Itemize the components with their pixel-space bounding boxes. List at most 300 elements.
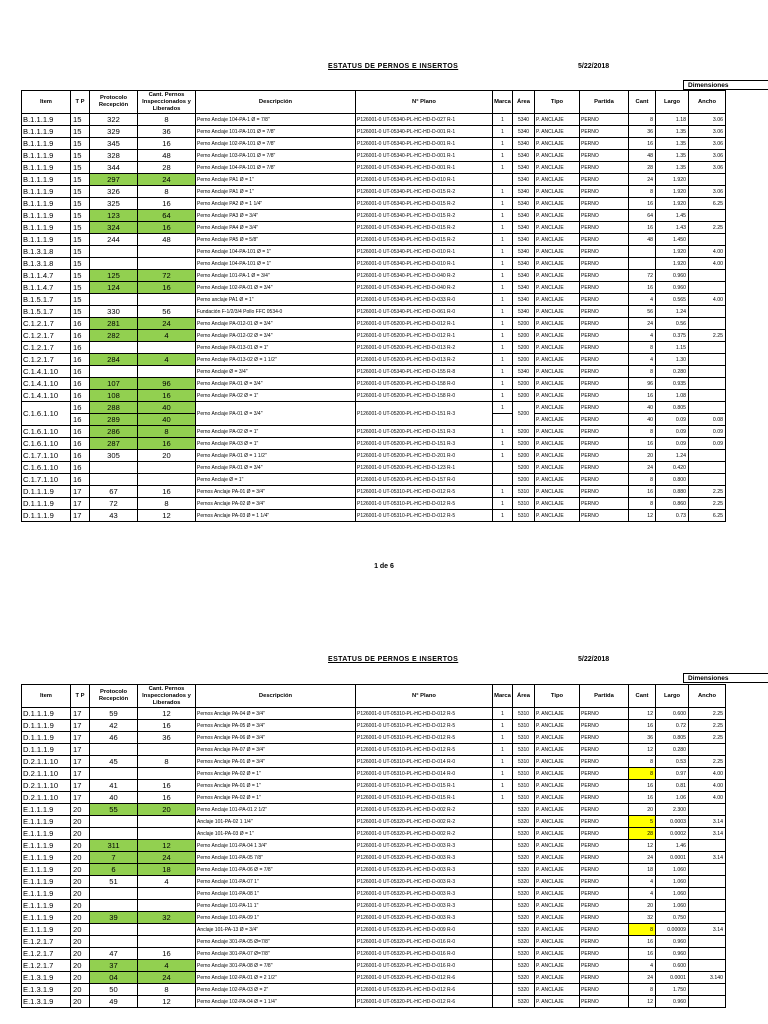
table-row (22, 498, 726, 510)
cell-tp: 16 (71, 378, 90, 390)
cell-protocol: 287 (90, 438, 138, 450)
cell-tp: 20 (71, 960, 90, 972)
cell-mark: 1 (493, 258, 513, 270)
cell-type: P. ANCLAJE (535, 486, 580, 498)
cell-description: Perno Anclaje 301-PA-07 Ø=7/8" (196, 948, 356, 960)
table-row (22, 306, 726, 318)
cell-inspected (138, 474, 196, 486)
cell-tp: 16 (71, 330, 90, 342)
cell-type: P. ANCLAJE (535, 888, 580, 900)
cell-item-type: PERNO (580, 294, 629, 306)
cell-plan-number: P126001-0 UT-05200-PL-HC-HD-D-158 R-0 (356, 378, 493, 390)
cell-protocol: 41 (90, 780, 138, 792)
cell-description: Perno Anclaje PA5 Ø = 5/8" (196, 234, 356, 246)
cell-length: 1.750 (656, 984, 689, 996)
cell-type: P. ANCLAJE (535, 258, 580, 270)
table-row (22, 318, 726, 330)
cell-plan-number: P126001-0 UT-05320-PL-HC-HD-D-002 R-2 (356, 828, 493, 840)
cell-qty: 48 (629, 234, 656, 246)
cell-description: Perno Anclaje 103-PA-101 Ø = 7/8" (196, 150, 356, 162)
cell-item: E.1.3.1.9 (22, 996, 71, 1008)
cell-inspected: 8 (138, 186, 196, 198)
cell-area: 5310 (513, 768, 535, 780)
cell-length: 1.450 (656, 234, 689, 246)
cell-plan-number: P126001-0 UT-05320-PL-HC-HD-D-003 R-3 (356, 900, 493, 912)
cell-inspected: 4 (138, 330, 196, 342)
cell-item-type: PERNO (580, 474, 629, 486)
cell-width: 4.00 (689, 294, 726, 306)
cell-description: Perno Anclaje Ø = 1" (196, 474, 356, 486)
cell-width (689, 474, 726, 486)
cell-mark: 1 (493, 780, 513, 792)
cell-plan-number: P126001-0 UT-05320-PL-HC-HD-D-003 R-3 (356, 852, 493, 864)
cell-description: Perno Anclaje 101-PA-01 2 1/2" (196, 804, 356, 816)
cell-qty: 40 (629, 402, 656, 414)
cell-area: 5200 (513, 402, 535, 426)
table-header-row (22, 685, 726, 708)
cell-protocol (90, 816, 138, 828)
header-width: Ancho (689, 91, 726, 114)
cell-item: E.1.1.1.9 (22, 888, 71, 900)
cell-area: 5320 (513, 888, 535, 900)
cell-qty: 40 (629, 414, 656, 426)
cell-length: 1.920 (656, 246, 689, 258)
cell-protocol (90, 900, 138, 912)
cell-width: 3.14 (689, 816, 726, 828)
cell-width: 2.25 (689, 486, 726, 498)
cell-length: 1.24 (656, 450, 689, 462)
cell-inspected: 64 (138, 210, 196, 222)
table-row (22, 486, 726, 498)
cell-item: D.2.1.1.10 (22, 768, 71, 780)
table-row (22, 888, 726, 900)
cell-description: Perno Anclaje PA2 Ø = 1 1/4" (196, 198, 356, 210)
cell-description: Perno Anclaje 104-PA-101 Ø = 1" (196, 246, 356, 258)
cell-description: Perno Anclaje 102-PA-01 Ø = 2 1/2" (196, 972, 356, 984)
cell-item: E.1.1.1.9 (22, 828, 71, 840)
table-row (22, 378, 726, 390)
cell-length: 0.800 (656, 474, 689, 486)
cell-type: P. ANCLAJE (535, 198, 580, 210)
table-row (22, 438, 726, 450)
table-row (22, 186, 726, 198)
cell-width: 3.14 (689, 924, 726, 936)
cell-length: 1.24 (656, 306, 689, 318)
cell-type: P. ANCLAJE (535, 984, 580, 996)
cell-length: 0.805 (656, 732, 689, 744)
cell-item-type: PERNO (580, 438, 629, 450)
table-row (22, 162, 726, 174)
cell-width (689, 960, 726, 972)
cell-area: 5320 (513, 828, 535, 840)
cell-description: Perno Anclaje PA1 Ø = 1" (196, 186, 356, 198)
cell-plan-number: P126001-0 UT-05340-PL-HC-HD-D-015 R-2 (356, 198, 493, 210)
cell-width: 3.14 (689, 852, 726, 864)
cell-qty: 8 (629, 474, 656, 486)
cell-length: 1.08 (656, 390, 689, 402)
cell-type: P. ANCLAJE (535, 378, 580, 390)
cell-inspected (138, 744, 196, 756)
cell-item: D.2.1.1.10 (22, 792, 71, 804)
cell-tp: 16 (71, 474, 90, 486)
cell-area: 5200 (513, 462, 535, 474)
cell-type: P. ANCLAJE (535, 972, 580, 984)
cell-length: 1.15 (656, 342, 689, 354)
cell-qty: 24 (629, 972, 656, 984)
cell-mark (493, 900, 513, 912)
cell-mark: 1 (493, 162, 513, 174)
cell-area: 5310 (513, 732, 535, 744)
cell-width (689, 864, 726, 876)
cell-plan-number: P126001-0 UT-05200-PL-HC-HD-D-013 R-2 (356, 354, 493, 366)
cell-protocol: 286 (90, 426, 138, 438)
header-type: Tipo (535, 685, 580, 708)
header-item: Item (22, 685, 71, 708)
cell-area: 5340 (513, 258, 535, 270)
cell-protocol: 43 (90, 510, 138, 522)
cell-item-type: PERNO (580, 912, 629, 924)
cell-description: Perno Anclaje 102-PA-01 Ø = 3/4" (196, 282, 356, 294)
cell-width: 3.06 (689, 186, 726, 198)
table-row (22, 210, 726, 222)
cell-type: P. ANCLAJE (535, 708, 580, 720)
cell-description: Perno Anclaje PA-01 Ø = 1 1/2" (196, 450, 356, 462)
table-row (22, 792, 726, 804)
cell-protocol: 6 (90, 864, 138, 876)
cell-inspected: 16 (138, 780, 196, 792)
cell-type: P. ANCLAJE (535, 222, 580, 234)
cell-area: 5340 (513, 126, 535, 138)
cell-plan-number: P126001-0 UT-05200-PL-HC-HD-D-123 R-1 (356, 462, 493, 474)
header-protocol: Protocolo Recepción (90, 91, 138, 114)
cell-length: 0.53 (656, 756, 689, 768)
cell-type: P. ANCLAJE (535, 876, 580, 888)
cell-item: D.1.1.1.9 (22, 486, 71, 498)
cell-qty: 28 (629, 162, 656, 174)
table-row (22, 948, 726, 960)
cell-description: Pernos Anclaje PA-01 Ø = 3/4" (196, 486, 356, 498)
cell-type: P. ANCLAJE (535, 126, 580, 138)
cell-qty: 16 (629, 792, 656, 804)
cell-item: B.1.1.1.9 (22, 198, 71, 210)
cell-inspected: 16 (138, 282, 196, 294)
header-description: Descripción (196, 91, 356, 114)
cell-width (689, 282, 726, 294)
cell-qty: 56 (629, 306, 656, 318)
cell-item: C.1.7.1.10 (22, 474, 71, 486)
cell-mark: 1 (493, 438, 513, 450)
cell-length: 0.750 (656, 912, 689, 924)
cell-qty: 8 (629, 114, 656, 126)
cell-type: P. ANCLAJE (535, 318, 580, 330)
cell-inspected (138, 816, 196, 828)
cell-length: 0.0001 (656, 972, 689, 984)
table-row (22, 282, 726, 294)
cell-description: Perno Anclaje 104-PA-101 Ø = 7/8" (196, 162, 356, 174)
cell-item-type: PERNO (580, 720, 629, 732)
page-number: 1 de 6 (374, 563, 394, 570)
cell-inspected: 24 (138, 852, 196, 864)
cell-description: Perno Anclaje PA4 Ø = 3/4" (196, 222, 356, 234)
cell-item-type: PERNO (580, 756, 629, 768)
cell-inspected (138, 366, 196, 378)
cell-type: P. ANCLAJE (535, 816, 580, 828)
cell-mark (493, 912, 513, 924)
cell-tp: 20 (71, 828, 90, 840)
cell-length: 0.565 (656, 294, 689, 306)
cell-inspected: 36 (138, 732, 196, 744)
cell-tp: 16 (71, 390, 90, 402)
cell-protocol (90, 366, 138, 378)
cell-item-type: PERNO (580, 366, 629, 378)
cell-inspected: 16 (138, 198, 196, 210)
table-row (22, 234, 726, 246)
cell-type: P. ANCLAJE (535, 114, 580, 126)
cell-protocol (90, 828, 138, 840)
cell-protocol (90, 888, 138, 900)
cell-width (689, 402, 726, 414)
cell-item: D.1.1.1.9 (22, 708, 71, 720)
cell-length: 1.920 (656, 258, 689, 270)
cell-area: 5340 (513, 282, 535, 294)
cell-item: C.1.2.1.7 (22, 330, 71, 342)
cell-area: 5340 (513, 270, 535, 282)
cell-description: Pernos Anclaje PA-03 Ø = 1 1/4" (196, 510, 356, 522)
cell-tp: 17 (71, 780, 90, 792)
cell-length: 1.060 (656, 900, 689, 912)
cell-item-type: PERNO (580, 792, 629, 804)
cell-length: 0.420 (656, 462, 689, 474)
cell-type: P. ANCLAJE (535, 426, 580, 438)
cell-plan-number: P126001-0 UT-05340-PL-HC-HD-D-040 R-2 (356, 282, 493, 294)
table-row (22, 864, 726, 876)
cell-mark: 1 (493, 126, 513, 138)
header-inspected: Cant. Pernos Inspeccionados y Liberados (138, 91, 196, 114)
cell-protocol: 49 (90, 996, 138, 1008)
cell-length: 0.805 (656, 402, 689, 414)
cell-description: Pernos Anclaje PA-01 Ø = 1" (196, 780, 356, 792)
cell-mark: 1 (493, 792, 513, 804)
cell-area: 5340 (513, 114, 535, 126)
cell-item: B.1.5.1.7 (22, 306, 71, 318)
cell-item-type: PERNO (580, 126, 629, 138)
cell-item-type: PERNO (580, 708, 629, 720)
cell-plan-number: P126001-0 UT-05200-PL-HC-HD-D-151 R-3 (356, 402, 493, 426)
cell-length: 0.0001 (656, 852, 689, 864)
cell-mark: 1 (493, 450, 513, 462)
cell-area: 5320 (513, 852, 535, 864)
cell-width: 4.00 (689, 258, 726, 270)
cell-type: P. ANCLAJE (535, 732, 580, 744)
cell-protocol (90, 924, 138, 936)
table-row (22, 744, 726, 756)
cell-protocol: 50 (90, 984, 138, 996)
cell-plan-number: P126001-0 UT-05200-PL-HC-HD-D-012 R-1 (356, 330, 493, 342)
cell-description: Fundación F-1/2/3/4 Pollo FFC 0534-0 (196, 306, 356, 318)
table-row (22, 258, 726, 270)
cell-inspected (138, 936, 196, 948)
cell-plan-number: P126001-0 UT-05310-PL-HC-HD-D-014 R-0 (356, 768, 493, 780)
cell-inspected (138, 888, 196, 900)
cell-length: 0.72 (656, 720, 689, 732)
cell-description: Perno Anclaje PA1 Ø = 1" (196, 174, 356, 186)
table-row (22, 294, 726, 306)
cell-area: 5340 (513, 234, 535, 246)
cell-length: 0.09 (656, 414, 689, 426)
cell-item-type: PERNO (580, 354, 629, 366)
cell-item-type: PERNO (580, 486, 629, 498)
cell-area: 5320 (513, 960, 535, 972)
cell-plan-number: P126001-0 UT-05340-PL-HC-HD-D-015 R-2 (356, 186, 493, 198)
cell-type: P. ANCLAJE (535, 924, 580, 936)
cell-description: Pernos Anclaje PA-02 Ø = 1" (196, 768, 356, 780)
cell-area: 5200 (513, 474, 535, 486)
cell-plan-number: P126001-0 UT-05320-PL-HC-HD-D-012 R-6 (356, 972, 493, 984)
cell-mark: 1 (493, 186, 513, 198)
cell-plan-number: P126001-0 UT-05310-PL-HC-HD-D-012 R-5 (356, 732, 493, 744)
table-row (22, 198, 726, 210)
cell-qty: 24 (629, 318, 656, 330)
cell-width (689, 804, 726, 816)
cell-item-type: PERNO (580, 330, 629, 342)
cell-area: 5320 (513, 804, 535, 816)
cell-tp: 15 (71, 198, 90, 210)
table-row (22, 768, 726, 780)
cell-plan-number: P126001-0 UT-05340-PL-HC-HD-D-001 R-1 (356, 162, 493, 174)
cell-area: 5320 (513, 816, 535, 828)
cell-type: P. ANCLAJE (535, 162, 580, 174)
cell-inspected: 96 (138, 378, 196, 390)
cell-plan-number: P126001-0 UT-05340-PL-HC-HD-D-033 R-0 (356, 294, 493, 306)
header-protocol: Protocolo Recepción (90, 685, 138, 708)
cell-item: B.1.3.1.8 (22, 246, 71, 258)
cell-tp: 16 (71, 414, 90, 426)
cell-qty: 72 (629, 270, 656, 282)
cell-protocol: 330 (90, 306, 138, 318)
cell-length: 0.280 (656, 744, 689, 756)
table-row (22, 462, 726, 474)
cell-area: 5340 (513, 294, 535, 306)
cell-mark (493, 816, 513, 828)
cell-mark: 1 (493, 150, 513, 162)
cell-protocol: 47 (90, 948, 138, 960)
table-row (22, 840, 726, 852)
cell-item-type: PERNO (580, 888, 629, 900)
cell-mark: 1 (493, 378, 513, 390)
cell-inspected: 16 (138, 222, 196, 234)
header-description: Descripción (196, 685, 356, 708)
cell-plan-number: P126001-0 UT-05310-PL-HC-HD-D-012 R-5 (356, 510, 493, 522)
cell-tp: 20 (71, 984, 90, 996)
cell-item: B.1.1.4.7 (22, 282, 71, 294)
cell-area: 5320 (513, 840, 535, 852)
cell-type: P. ANCLAJE (535, 948, 580, 960)
cell-plan-number: P126001-0 UT-05310-PL-HC-HD-D-012 R-5 (356, 744, 493, 756)
cell-width (689, 876, 726, 888)
cell-protocol: 124 (90, 282, 138, 294)
cell-area: 5340 (513, 162, 535, 174)
cell-tp: 16 (71, 438, 90, 450)
cell-protocol: 325 (90, 198, 138, 210)
cell-qty: 16 (629, 948, 656, 960)
cell-area: 5340 (513, 138, 535, 150)
cell-mark: 1 (493, 306, 513, 318)
cell-tp: 20 (71, 816, 90, 828)
cell-length: 1.060 (656, 888, 689, 900)
cell-area: 5320 (513, 984, 535, 996)
cell-item-type: PERNO (580, 306, 629, 318)
cell-item-type: PERNO (580, 462, 629, 474)
cell-item-type: PERNO (580, 876, 629, 888)
cell-type: P. ANCLAJE (535, 402, 580, 414)
table-row (22, 354, 726, 366)
cell-description: Perno Anclaje PA-03 Ø = 1" (196, 438, 356, 450)
cell-length: 0.935 (656, 378, 689, 390)
cell-plan-number: P126001-0 UT-05340-PL-HC-HD-D-015 R-2 (356, 222, 493, 234)
cell-protocol (90, 936, 138, 948)
cell-mark: 1 (493, 510, 513, 522)
table-row (22, 972, 726, 984)
cell-area: 5320 (513, 900, 535, 912)
cell-mark: 1 (493, 720, 513, 732)
cell-qty: 16 (629, 936, 656, 948)
cell-protocol (90, 294, 138, 306)
cell-item-type: PERNO (580, 114, 629, 126)
cell-item: D.2.1.1.10 (22, 756, 71, 768)
table-row (22, 426, 726, 438)
cell-width: 2.25 (689, 330, 726, 342)
cell-area: 5340 (513, 366, 535, 378)
cell-inspected: 48 (138, 150, 196, 162)
cell-inspected: 8 (138, 498, 196, 510)
cell-qty: 36 (629, 126, 656, 138)
cell-inspected: 12 (138, 996, 196, 1008)
cell-area: 5320 (513, 972, 535, 984)
table-row (22, 756, 726, 768)
cell-item-type: PERNO (580, 732, 629, 744)
cell-tp: 15 (71, 138, 90, 150)
cell-area: 5340 (513, 198, 535, 210)
table-row (22, 174, 726, 186)
cell-type: P. ANCLAJE (535, 474, 580, 486)
cell-item: C.1.6.1.10 (22, 402, 71, 426)
cell-item: D.1.1.1.9 (22, 720, 71, 732)
cell-width (689, 366, 726, 378)
cell-area: 5310 (513, 510, 535, 522)
cell-mark (493, 804, 513, 816)
cell-plan-number: P126001-0 UT-05340-PL-HC-HD-D-001 R-1 (356, 138, 493, 150)
cell-protocol: 04 (90, 972, 138, 984)
cell-description: Perno Anclaje PA-01 Ø = 3/4" (196, 402, 356, 426)
cell-item-type: PERNO (580, 972, 629, 984)
cell-item: B.1.1.4.7 (22, 270, 71, 282)
cell-width (689, 378, 726, 390)
cell-item-type: PERNO (580, 852, 629, 864)
cell-qty: 4 (629, 876, 656, 888)
table-row (22, 852, 726, 864)
cell-mark: 1 (493, 270, 513, 282)
cell-inspected: 8 (138, 426, 196, 438)
cell-tp: 20 (71, 948, 90, 960)
cell-tp: 17 (71, 498, 90, 510)
cell-mark: 1 (493, 354, 513, 366)
cell-qty: 20 (629, 804, 656, 816)
cell-tp: 16 (71, 318, 90, 330)
cell-length: 0.880 (656, 486, 689, 498)
cell-type: P. ANCLAJE (535, 720, 580, 732)
cell-item-type: PERNO (580, 510, 629, 522)
cell-mark: 1 (493, 402, 513, 414)
